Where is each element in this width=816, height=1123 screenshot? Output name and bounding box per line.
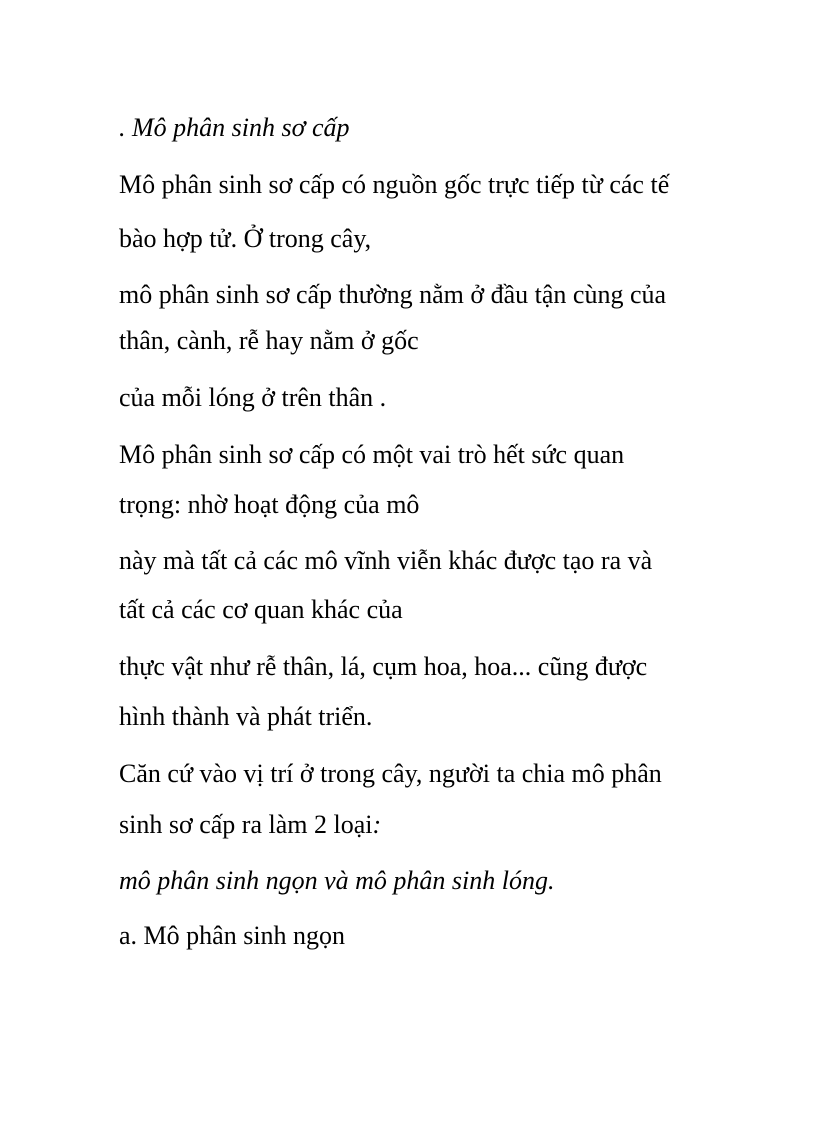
text-line: trọng: nhờ hoạt động của mô	[119, 490, 420, 519]
text-line: thân, cành, rễ hay nằm ở gốc	[119, 326, 419, 355]
text-line-italic: mô phân sinh ngọn và mô phân sinh lóng.	[119, 866, 555, 895]
section-heading: . Mô phân sinh sơ cấp	[119, 113, 350, 142]
text-line-body: sinh sơ cấp ra làm 2 loại	[119, 810, 373, 839]
text-line: Mô phân sinh sơ cấp có một vai trò hết sức quan	[119, 440, 625, 469]
text-line: tất cả các cơ quan khác của	[119, 595, 403, 624]
text-line: của mỗi lóng ở trên thân .	[119, 383, 387, 412]
text-line-suffix: :	[372, 810, 382, 839]
text-line: này mà tất cả các mô vĩnh viễn khác được tạo ra và	[119, 546, 653, 575]
text-line: Mô phân sinh sơ cấp có nguồn gốc trực tiếp từ các tế	[119, 170, 670, 199]
text-line: thực vật như rễ thân, lá, cụm hoa, hoa... cũng được	[119, 652, 648, 681]
text-line: mô phân sinh sơ cấp thường nằm ở đầu tận cùng của	[119, 280, 667, 309]
subsection-heading: a. Mô phân sinh ngọn	[119, 921, 346, 950]
text-line	[119, 810, 381, 840]
text-line: Căn cứ vào vị trí ở trong cây, người ta chia mô phân	[119, 759, 662, 788]
text-line: hình thành và phát triển.	[119, 702, 373, 731]
text-line: bào hợp tử. Ở trong cây,	[119, 224, 372, 253]
